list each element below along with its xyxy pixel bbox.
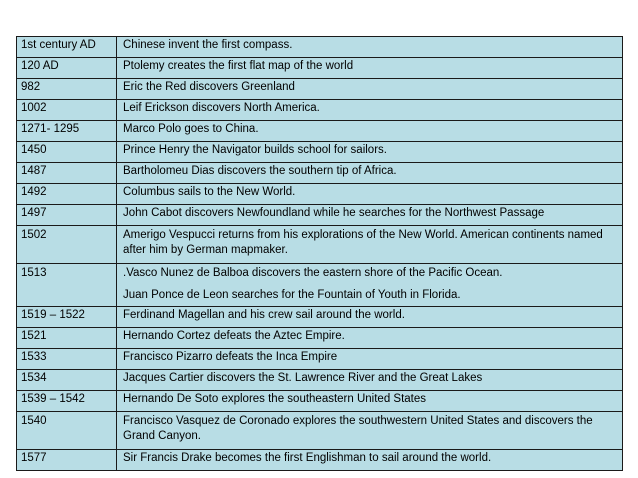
date-cell: 120 AD [17, 58, 117, 79]
date-cell: 1271- 1295 [17, 121, 117, 142]
event-cell [117, 264, 623, 307]
date-cell: 1502 [17, 226, 117, 264]
table-row [17, 184, 623, 205]
table-row [17, 226, 623, 264]
date-cell: 1492 [17, 184, 117, 205]
date-cell: 1539 – 1542 [17, 391, 117, 412]
table-row [17, 349, 623, 370]
table-row [17, 307, 623, 328]
date-cell: 1st century AD [17, 37, 117, 58]
event-cell: Columbus sails to the New World. [117, 184, 623, 205]
date-cell: 1540 [17, 412, 117, 450]
event-cell: Ptolemy creates the first flat map of the world [117, 58, 623, 79]
table-row [17, 121, 623, 142]
date-cell: 1487 [17, 163, 117, 184]
event-cell: Sir Francis Drake becomes the first Englishman to sail around the world. [117, 450, 623, 471]
event-cell: Hernando Cortez defeats the Aztec Empire. [117, 328, 623, 349]
event-cell: Jacques Cartier discovers the St. Lawrence River and the Great Lakes [117, 370, 623, 391]
table-row [17, 370, 623, 391]
event-cell: Francisco Vasquez de Coronado explores the southwestern United States and discovers the Grand Canyon. [117, 412, 623, 450]
event-cell: Bartholomeu Dias discovers the southern tip of Africa. [117, 163, 623, 184]
event-cell: Eric the Red discovers Greenland [117, 79, 623, 100]
date-cell: 1534 [17, 370, 117, 391]
table-row [17, 58, 623, 79]
date-cell: 982 [17, 79, 117, 100]
event-cell: Hernando De Soto explores the southeastern United States [117, 391, 623, 412]
event-cell: Leif Erickson discovers North America. [117, 100, 623, 121]
date-cell: 1513 [17, 264, 117, 307]
table-row [17, 163, 623, 184]
date-cell: 1002 [17, 100, 117, 121]
date-cell: 1577 [17, 450, 117, 471]
date-cell: 1519 – 1522 [17, 307, 117, 328]
exploration-timeline-table [16, 36, 623, 471]
event-cell: Prince Henry the Navigator builds school for sailors. [117, 142, 623, 163]
date-cell: 1521 [17, 328, 117, 349]
event-line: Juan Ponce de Leon searches for the Fountain of Youth in Florida. [123, 289, 461, 301]
event-cell: Marco Polo goes to China. [117, 121, 623, 142]
event-cell: John Cabot discovers Newfoundland while he searches for the Northwest Passage [117, 205, 623, 226]
table-row [17, 79, 623, 100]
date-cell: 1533 [17, 349, 117, 370]
table-row [17, 142, 623, 163]
event-cell: Chinese invent the first compass. [117, 37, 623, 58]
table-row [17, 328, 623, 349]
date-cell: 1450 [17, 142, 117, 163]
event-cell: Francisco Pizarro defeats the Inca Empire [117, 349, 623, 370]
table-row [17, 412, 623, 450]
table-row [17, 100, 623, 121]
table-row [17, 450, 623, 471]
event-cell: Amerigo Vespucci returns from his explorations of the New World. American continents named after him by German mapmaker. [117, 226, 623, 264]
table-row [17, 205, 623, 226]
table-row [17, 264, 623, 307]
event-line: .Vasco Nunez de Balboa discovers the eastern shore of the Pacific Ocean. [123, 267, 503, 279]
table-row [17, 37, 623, 58]
date-cell: 1497 [17, 205, 117, 226]
event-cell: Ferdinand Magellan and his crew sail around the world. [117, 307, 623, 328]
table-row [17, 391, 623, 412]
